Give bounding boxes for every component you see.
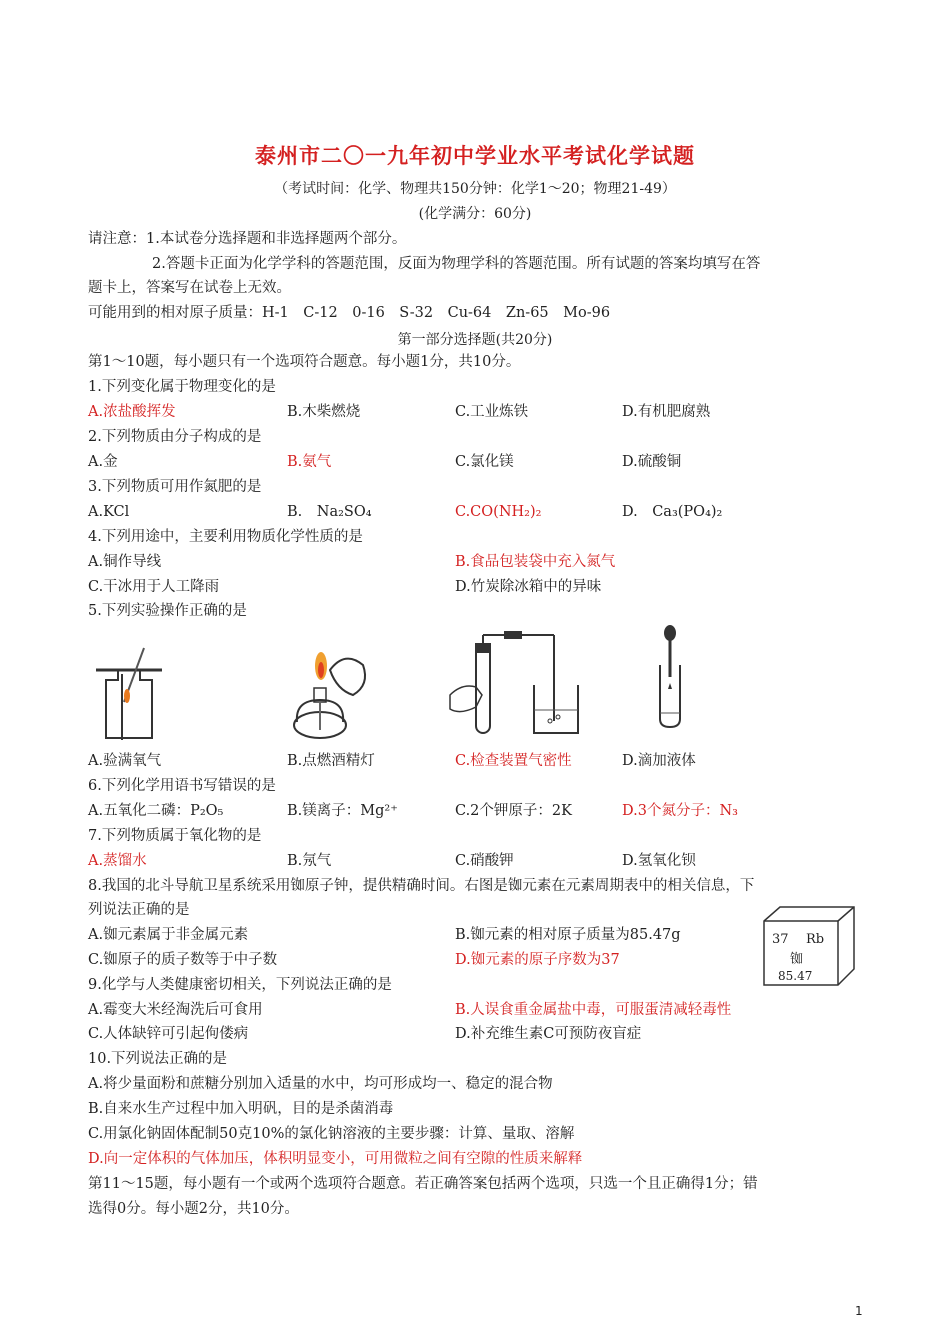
- q10-option-a: A.将少量面粉和蔗糖分别加入适量的水中，均可形成均一、稳定的混合物: [88, 1076, 553, 1092]
- oxygen-test-illustration: [92, 640, 162, 740]
- page-title: 泰州市二〇一九年初中学业水平考试化学试题: [255, 144, 695, 168]
- q7-option-b: B.氖气: [287, 853, 332, 869]
- q8-stem-2: 列说法正确的是: [88, 902, 190, 918]
- q9-option-a: A.霉变大米经淘洗后可食用: [88, 1002, 263, 1018]
- q4-stem: 4.下列用途中，主要利用物质化学性质的是: [88, 529, 363, 545]
- q5-stem: 5.下列实验操作正确的是: [88, 603, 247, 619]
- q8-stem-1: 8.我国的北斗导航卫星系统采用铷原子钟，提供精确时间。右图是铷元素在元素周期表中的相关信息，下: [88, 878, 755, 894]
- exam-time-note: （考试时间：化学、物理共150分钟：化学1～20；物理21-49）: [274, 181, 676, 197]
- q2-stem: 2.下列物质由分子构成的是: [88, 429, 262, 445]
- q6-stem: 6.下列化学用语书写错误的是: [88, 778, 276, 794]
- element-mass: 85.47: [778, 969, 813, 983]
- q7-option-d: D.氢氧化钡: [622, 853, 696, 869]
- q10-option-d: D.向一定体积的气体加压，体积明显变小，可用微粒之间有空隙的性质来解释: [88, 1151, 583, 1167]
- q3-stem: 3.下列物质可用作氮肥的是: [88, 479, 262, 495]
- element-name: 铷: [790, 952, 804, 967]
- part-one-heading: 第一部分选择题(共20分): [397, 332, 553, 348]
- q10-option-c: C.用氯化钠固体配制50克10%的氯化钠溶液的主要步骤：计算、量取、溶解: [88, 1126, 575, 1142]
- q8-option-a: A.铷元素属于非金属元素: [88, 927, 249, 943]
- q10-option-b: B.自来水生产过程中加入明矾，目的是杀菌消毒: [88, 1101, 394, 1117]
- q1-option-d: D.有机肥腐熟: [622, 404, 711, 420]
- airtightness-check-illustration: [442, 625, 587, 740]
- q6-option-a: A.五氧化二磷：P₂O₅: [88, 803, 224, 819]
- q3-option-c: C.CO(NH₂)₂: [455, 504, 542, 520]
- section-two-instructions-1: 第11～15题，每小题有一个或两个选项符合题意。若正确答案包括两个选项，只选一个且正确得1分；错: [88, 1176, 758, 1192]
- q5-option-b: B.点燃酒精灯: [287, 753, 375, 769]
- full-score-note: (化学满分：60分): [418, 206, 532, 222]
- q2-option-b: B.氨气: [287, 454, 332, 470]
- notice-2a: 2.答题卡正面为化学学科的答题范围，反面为物理学科的答题范围。所有试题的答案均填写在答: [152, 256, 761, 272]
- q4-option-b: B.食品包装袋中充入氮气: [455, 554, 616, 570]
- q6-option-d: D.3个氮分子：N₃: [622, 803, 738, 819]
- q7-option-c: C.硝酸钾: [455, 853, 514, 869]
- q2-option-d: D.硫酸铜: [622, 454, 682, 470]
- page-number: 1: [855, 1304, 863, 1318]
- dropper-illustration: [650, 625, 690, 735]
- q4-option-a: A.铜作导线: [88, 554, 162, 570]
- q9-stem: 9.化学与人类健康密切相关，下列说法正确的是: [88, 977, 392, 993]
- q7-stem: 7.下列物质属于氧化物的是: [88, 828, 262, 844]
- q4-option-d: D.竹炭除冰箱中的异味: [455, 579, 602, 595]
- q5-option-c: C.检查装置气密性: [455, 753, 572, 769]
- q3-option-d: D. Ca₃(PO₄)₂: [622, 504, 723, 520]
- atomic-mass-line: 可能用到的相对原子质量：H-1 C-12 0-16 S-32 Cu-64 Zn-65 Mo-96: [88, 305, 611, 321]
- q10-stem: 10.下列说法正确的是: [88, 1051, 228, 1067]
- q8-option-c: C.铷原子的质子数等于中子数: [88, 952, 278, 968]
- q3-option-b: B. Na₂SO₄: [287, 504, 372, 520]
- q3-option-a: A.KCl: [88, 504, 130, 520]
- q4-option-c: C.干冰用于人工降雨: [88, 579, 220, 595]
- q9-option-c: C.人体缺锌可引起佝偻病: [88, 1026, 249, 1042]
- q8-option-b: B.铷元素的相对原子质量为85.47g: [455, 927, 681, 943]
- notice-1: 请注意：1.本试卷分选择题和非选择题两个部分。: [88, 231, 407, 247]
- q5-option-a: A.验满氧气: [88, 753, 162, 769]
- q6-option-b: B.镁离子：Mg²⁺: [287, 803, 398, 819]
- q1-option-a: A.浓盐酸挥发: [88, 404, 176, 420]
- q2-option-a: A.金: [88, 454, 118, 470]
- q9-option-d: D.补充维生素C可预防夜盲症: [455, 1026, 642, 1042]
- element-symbol: Rb: [806, 932, 825, 947]
- q1-option-c: C.工业炼铁: [455, 404, 529, 420]
- q9-option-b: B.人误食重金属盐中毒，可服蛋清减轻毒性: [455, 1002, 732, 1018]
- q7-option-a: A.蒸馏水: [88, 853, 147, 869]
- rubidium-element-box: [760, 905, 856, 987]
- q8-option-d: D.铷元素的原子序数为37: [455, 952, 620, 968]
- q1-option-b: B.木柴燃烧: [287, 404, 361, 420]
- alcohol-lamp-illustration: [285, 630, 375, 740]
- q5-option-d: D.滴加液体: [622, 753, 696, 769]
- element-number: 37: [772, 932, 789, 947]
- q6-option-c: C.2个钾原子：2K: [455, 803, 572, 819]
- q2-option-c: C.氯化镁: [455, 454, 514, 470]
- notice-2b: 题卡上，答案写在试卷上无效。: [88, 280, 291, 296]
- section-one-instructions: 第1～10题，每小题只有一个选项符合题意。每小题1分，共10分。: [88, 354, 521, 370]
- q1-stem: 1.下列变化属于物理变化的是: [88, 379, 276, 395]
- section-two-instructions-2: 选得0分。每小题2分，共10分。: [88, 1201, 299, 1217]
